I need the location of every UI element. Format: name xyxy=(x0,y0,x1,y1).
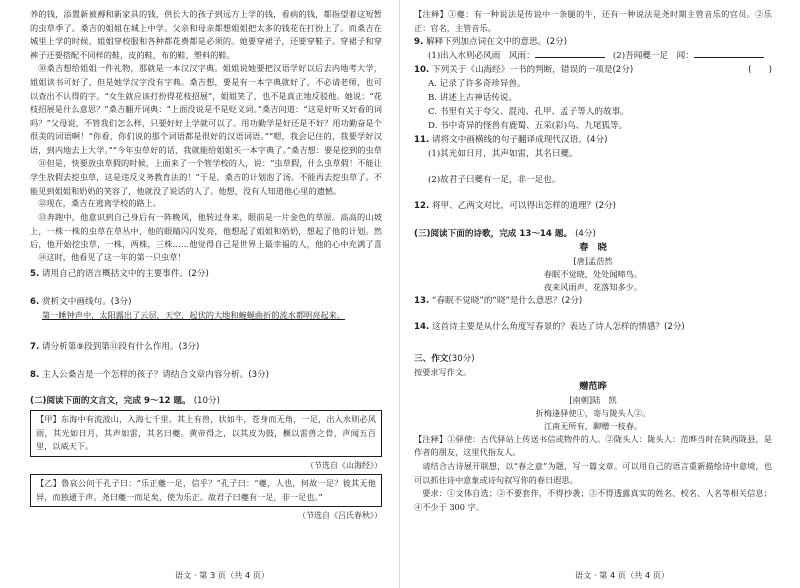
question-12: 12. 将甲、乙两文对比，可以得出怎样的道理？(2分) xyxy=(414,201,617,212)
question-14: 14. 这首诗主要是从什么角度写春景的？表达了诗人怎样的情感？(2分) xyxy=(414,322,685,333)
source-b: （节选自《吕氏春秋》） xyxy=(298,511,382,521)
writing-note: 【注释】①驿使：古代驿站上传送书信或物件的人。②陇头人：陇头人：范晔当时在陕西陇县，是作者的朋友，这里代指友人。 xyxy=(414,433,772,458)
passage-paragraph: ⑬奔跑中，他意识到自己身后有一阵晚风，他转过身来，眼前是一片金色的草原。高高的山坡上，一株一株的虫草在草丛中，他的眼睛闪闪发亮，他想起了姐姐和奶奶，想起了他的计划。然后，他开始挖虫草，一株，两株，三株……他觉得自己是世界上最幸福的人，他的心中充满了喜 xyxy=(30,211,382,250)
question-9-sub: (1)出入水则必风雨 风雨： (2)吾闻夔一足 闻： xyxy=(414,49,772,63)
passage-paragraph: 养的钱，添置新被褥和新家具的钱，供长大的孩子到远方上学的钱，看病的钱，都指望着这短暂的虫草季了。桑吉的姐姐在城上中学。父亲和母亲都想姐姐把太多的钱花在打扮上了。而桑吉在城里上学的时候，姐姐穿校服和各种都花费都是必须的。她要穿裙子，还要穿鞋子。穿裙子和穿裤子还要搭配不同样的鞋，皮的鞋，布的鞋，塑料的鞋。 xyxy=(30,9,382,60)
question-10: 10. 下列关于《山海经》一书的判断，错误的一项是(2分) ( ) xyxy=(414,65,772,76)
question-5: 5. 请用自己的语言概括文中的主要事件。(2分) xyxy=(30,268,209,279)
writing-poem-line: 江南无所有，聊赠一枝春。 xyxy=(543,420,643,431)
poem-line: 春眠不觉晓，处处闻啼鸟。 xyxy=(543,269,643,280)
question-9: 9. 解释下列加点词在文中的意思。(2分) xyxy=(414,37,568,48)
section-two-heading: (二)阅读下面的文言文，完成 9～12 题。 (10分) xyxy=(30,396,220,407)
writing-requirements: 要求：①文体自选；②不要套作，不得抄袭；③不得透露真实的姓名、校名、人名等相关信息；④不少于 300 字。 xyxy=(414,488,772,512)
answer-blank[interactable] xyxy=(535,49,605,58)
writing-heading: 三、作文(30分) xyxy=(414,354,475,365)
option-d: D. 书中奇异的怪兽有鹿蜀、五采(彩)鸟、九尾狐等。 xyxy=(428,121,628,132)
passage-paragraph: ⑭这时，他看见了这一年的第一只虫草！ xyxy=(38,251,186,262)
writing-poem-line: 折梅逢驿使①，寄与陇头人②。 xyxy=(535,407,651,418)
poem-author: [唐]孟浩然 xyxy=(573,256,613,267)
annotation-note: 【注释】①夔：有一种说法是传说中一条腿的牛，还有一种说法是尧时期主管音乐的官员。②乐正：官名，主管音乐。 xyxy=(414,9,772,33)
right-page xyxy=(400,0,800,588)
option-b: B. 讲述上古神话传说。 xyxy=(428,93,518,104)
passage-paragraph: ⑫现在，桑吉在逃离学校的路上。 xyxy=(38,198,162,209)
writing-instruction: 按要求写作文。 xyxy=(414,367,472,378)
question-11: 11. 请将文中画横线的句子翻译成现代汉语。(4分) xyxy=(414,135,608,146)
poem-line: 夜来风雨声，花落知多少。 xyxy=(543,282,643,293)
question-8: 8. 主人公桑吉是一个怎样的孩子？请结合文章内容分析。(3分) xyxy=(30,370,270,381)
underlined-quote: 第一睡钟声中，太阳露出了云层，天空，起伏的大地和蜿蜒曲折的流水都明亮起来。 xyxy=(42,309,345,320)
writing-poem-author: [南朝]陆 凯 xyxy=(569,394,617,405)
question-7: 7. 请分析第⑨段到第⑪段有什么作用。(3分) xyxy=(30,342,200,353)
page-footer: 语文 · 第 3 页（共 4 页） xyxy=(175,570,270,580)
option-a: A. 记录了许多奇珍异兽。 xyxy=(428,79,526,90)
source-a: （节选自《山海经》） xyxy=(306,460,382,470)
page-footer: 语文 · 第 4 页（共 4 页） xyxy=(575,570,670,580)
answer-blank[interactable] xyxy=(694,49,764,58)
passage-paragraph: ⑪但是，快要放虫草假的时候，上面来了一个管学校的人，说：“虫草假，什么虫草假！不能让学生放假去挖虫草，这是违反义务教育法的！”于是，桑吉的计划泡了汤。不能再去挖虫草了。不能见到姐姐和奶奶的笑容了，他就没了说话的人了。他想，没有人知道他心里的遗憾。 xyxy=(30,158,382,196)
passage-paragraph: ⑩桑吉想给姐姐一件礼物，那就是一本汉汉字典。姐姐说她要把汉语学好以后去内地考大学，姐姐读书可好了，但是她学汉字没有字典。桑吉想，要是有一本字典就好了，不必请老师，也可以查出不认得的字。“女生就应该打扮得花枝招展”，姐姐笑了，也不是真正地反驳他。她说：“花枝招展是什么意思？”桑吉翻开词典：“上面没说是不是贬义词。”桑吉问道：“这是好听又好看的词吗？”父母说，不管我们怎么样，只要好好上学就可以了。用功勤学是好还是不好？用功勤奋是个很美的词语啊！“你看，你们说的那个词语都是很好的汉语词语。”“嗯，我会记住的，我要学好汉语，到内地去上大学。”“今年虫草好的话，我就能给姐姐买一本字典了。”桑吉想：要是挖到的虫草 xyxy=(30,63,382,155)
writing-prompt: 请结合古诗展开联想，以“春之意”为题，写一篇文章。可以用自己的语言重新描绘诗中意境，也可以抓住诗中意象或诗句叙写你的春日遐思。 xyxy=(414,460,772,485)
classical-passage-a: 【甲】东海中有流波山，入海七千里。其上有兽，状如牛，苍身而无角，一足，出入水则必风雨，其光如日月，其声如雷，其名曰夔。黄帝得之，以其皮为鼓，橛以雷兽之骨，声闻五百里，以威天下。 xyxy=(30,410,382,457)
classical-passage-b: 【乙】鲁哀公问于孔子曰：“乐正夔一足，信乎？”孔子曰：“夔，人也，何故一足？彼其无他异，而独通于声。尧曰夔一而足矣，使为乐正。故君子曰夔有一足，非一足也。” xyxy=(30,474,382,507)
writing-poem-title: 赠范晔 xyxy=(579,380,607,392)
option-c: C. 书里有关于夸父、混沌、孔甲、孟子等人的故事。 xyxy=(428,107,629,118)
question-13: 13. “春眠不觉晓”的“晓”是什么意思？(2分) xyxy=(414,296,583,307)
question-6: 6. 赏析文中画线句。(3分) xyxy=(30,296,132,307)
question-11-sub-2: (2)故君子曰夔有一足，非一足也。 xyxy=(428,175,561,186)
section-three-heading: (三)阅读下面的诗歌，完成 13～14 题。 (4分) xyxy=(414,229,596,240)
poem-title: 春 晓 xyxy=(579,242,607,254)
question-11-sub-1: (1)其光如日月，其声如雷，其名曰夔。 xyxy=(428,149,578,160)
